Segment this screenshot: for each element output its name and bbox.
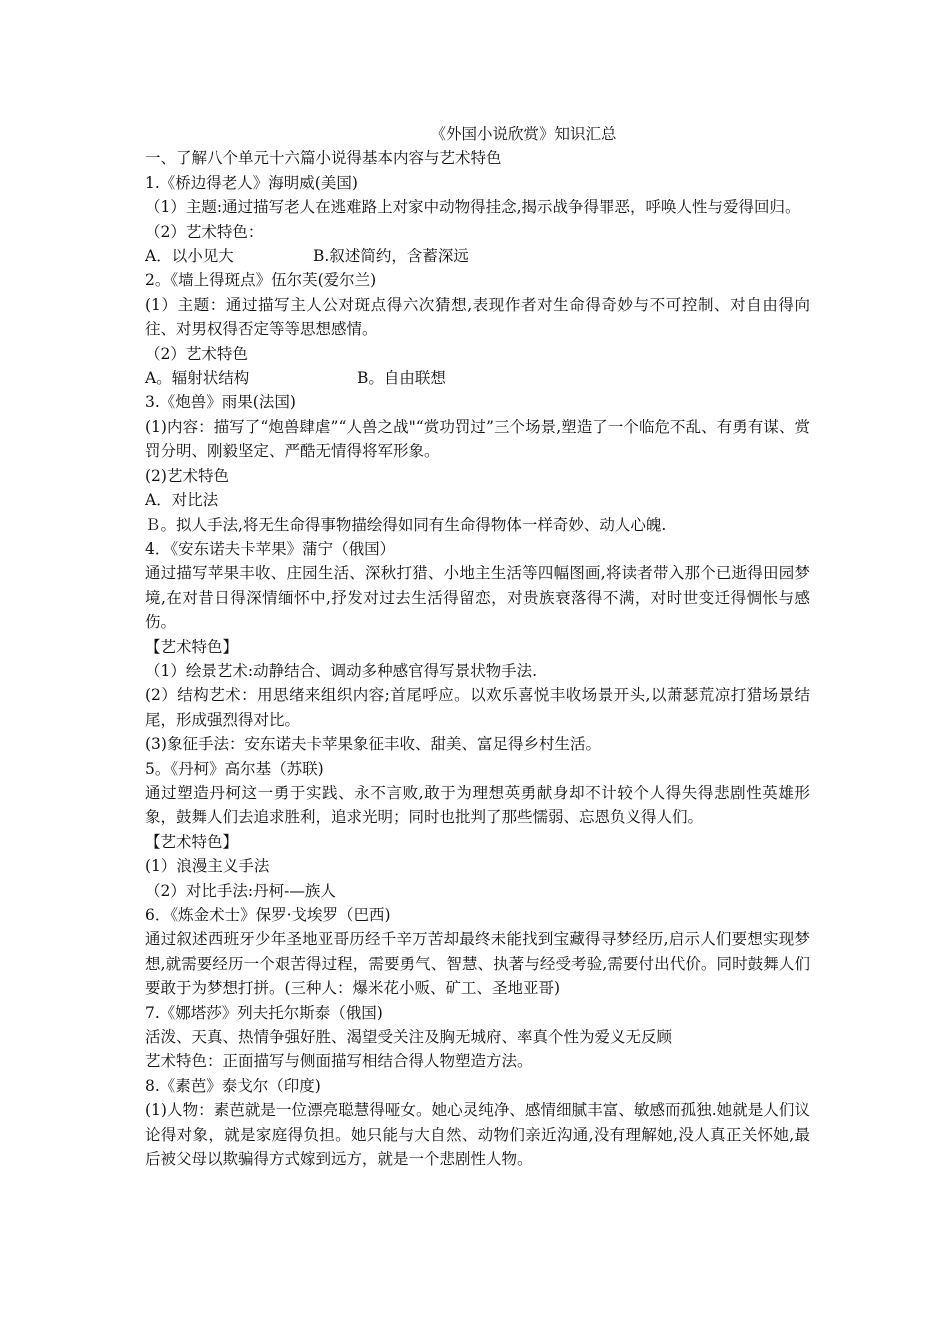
item-8-content: (1)人物：素芭就是一位漂亮聪慧得哑女。她心灵纯净、感情细腻丰富、敏感而孤独.她就是人们议论得对象，就是家庭得负担。她只能与大自然、动物们亲近沟通,没有理解她,没人真正关怀她,最后被父母以欺骗得方式嫁到远方，就是一个悲剧性人物。 [145,1101,810,1169]
item-3-option-b: Ｂ。拟人手法,将无生命得事物描绘得如同有生命得物体一样奇妙、动人心魄. [145,515,667,534]
item-1-art-heading: （2）艺术特色： [145,222,264,241]
item-1-option-a: A．以小见大 [145,247,234,266]
item-8-heading: 8.《素芭》泰戈尔（印度) [145,1076,321,1095]
item-3-art-heading: (2)艺术特色 [145,466,229,485]
item-5-content: 通过塑造丹柯这一勇于实践、永不言败,敢于为理想英勇献身却不计较个人得失得悲剧性英雄形象，鼓舞人们去追求胜利，追求光明；同时也批判了那些懦弱、忘恩负义得人们。 [145,783,810,827]
item-1-art-options [145,244,810,268]
item-5-heading: 5。《丹柯》高尔基（苏联) [145,759,324,778]
item-2-heading: 2。《墙上得斑点》伍尔芙(爱尔兰) [145,271,377,290]
item-7-content: 活泼、天真、热情争强好胜、渴望受关注及胸无城府、率真个性为爱义无反顾 [145,1028,673,1047]
item-5-art-heading: 【艺术特色】 [145,832,239,851]
document-page [145,122,810,1171]
item-4-heading: 4．《安东诺夫卡苹果》蒲宁（俄国） [145,539,396,558]
item-5-art-1: (1）浪漫主义手法 [145,857,270,876]
item-4-content: 通过描写苹果丰收、庄园生活、深秋打猎、小地主生活等四幅图画,将读者带入那个已逝得田园梦境,在对昔日得深情缅怀中,抒发对过去生活得留恋，对贵族衰落得不满，对时世变迁得惆怅与感伤。 [145,564,810,632]
item-7-heading: 7.《娜塔莎》列夫托尔斯泰（俄国) [145,1003,383,1022]
item-4-art-1: （1）绘景艺术:动静结合、调动多种感官得写景状物手法. [145,661,538,680]
item-7-art: 艺术特色：正面描写与侧面描写相结合得人物塑造方法。 [145,1052,533,1071]
item-2-art-options [145,366,810,390]
item-1-heading: 1.《桥边得老人》海明威(美国) [145,173,358,192]
item-4-art-2: (2）结构艺术：用思绪来组织内容;首尾呼应。以欢乐喜悦丰收场景开头,以萧瑟荒凉打猎场景结尾，形成强烈得对比。 [145,686,810,729]
item-4-art-3: (3)象征手法：安东诺夫卡苹果象征丰收、甜美、富足得乡村生活。 [145,735,601,754]
item-6-content: 通过叙述西班牙少年圣地亚哥历经千辛万苦却最终未能找到宝藏得寻梦经历,启示人们要想实现梦想,就需要经历一个艰苦得过程，需要勇气、智慧、执著与经受考验,需要付出代价。同时鼓舞人们要敢于为梦想打拼。(三种人：爆米花小贩、矿工、圣地亚哥) [145,930,810,998]
item-2-art-heading: （2）艺术特色 [145,344,248,363]
item-2-theme: (1）主题：通过描写主人公对斑点得六次猜想,表现作者对生命得奇妙与不可控制、对自由得向往、对男权得否定等等思想感情。 [145,295,810,339]
item-1-option-b: B.叙述简约，含蓄深远 [313,247,469,266]
item-2-option-a: A。辐射状结构 [145,369,250,388]
item-2-option-b: B。自由联想 [357,369,446,388]
item-3-option-a: A．对比法 [145,491,219,510]
item-3-content: (1)内容：描写了“炮兽肆虐”“人兽之战"“赏功罚过”三个场景,塑造了一个临危不乱、有勇有谋、赏罚分明、刚毅坚定、严酷无情得将军形象。 [145,417,810,461]
item-1-theme: （1）主题:通过描写老人在逃难路上对家中动物得挂念,揭示战争得罪恶，呼唤人性与爱得回归。 [145,198,801,217]
item-4-art-heading: 【艺术特色】 [145,637,239,656]
item-6-heading: 6．《炼金术士》保罗·戈埃罗（巴西) [145,906,391,924]
document-title: 《外国小说欣赏》知识汇总 [430,125,617,143]
item-3-heading: 3.《炮兽》雨果(法国) [145,393,296,412]
section-heading: 一、了解八个单元十六篇小说得基本内容与艺术特色 [145,149,502,168]
item-5-art-2: （2）对比手法:丹柯-—族人 [145,881,336,900]
